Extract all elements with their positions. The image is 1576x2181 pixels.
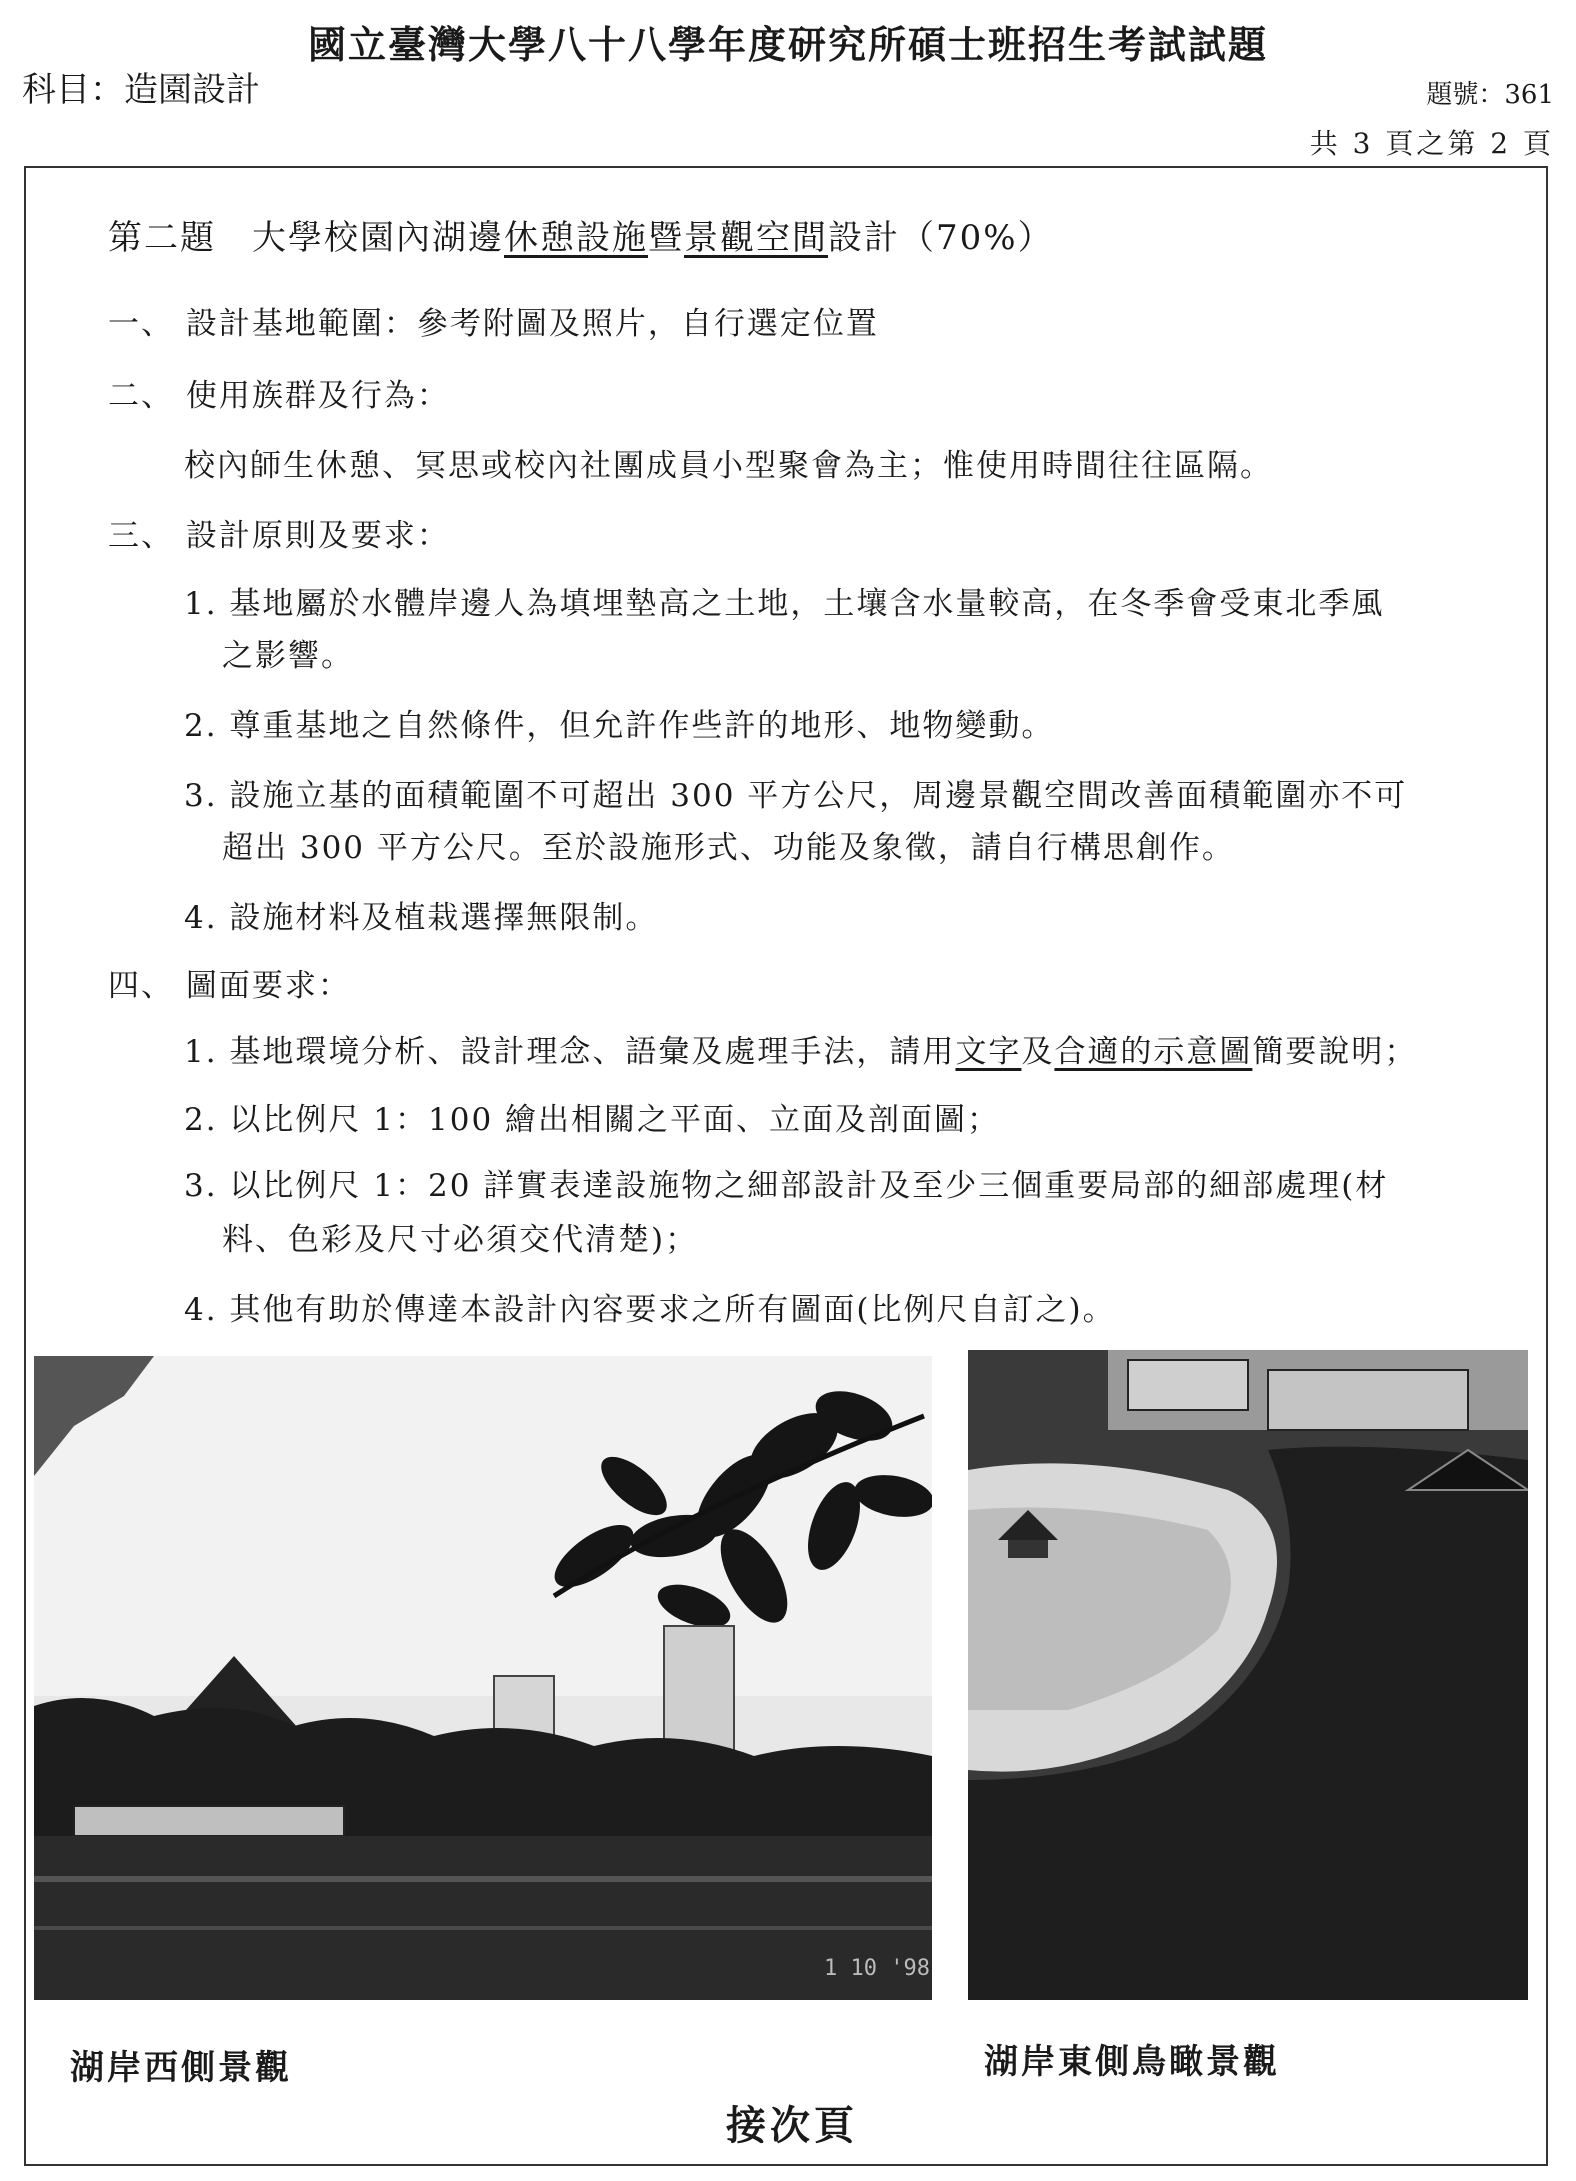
next-page-note: 接次頁 (726, 2102, 858, 2149)
section-3-item-4: 4. 設施材料及植栽選擇無限制。 (184, 900, 659, 936)
section-2-body: 校內師生休憩、冥思或校內社團成員小型聚會為主；惟使用時間往往區隔。 (184, 448, 1273, 484)
section-4-item-1-underline-1: 文字 (955, 1034, 1022, 1070)
question-title (108, 210, 1054, 259)
question-title-prefix: 第二題 大學校園內湖邊 (108, 218, 504, 258)
section-4-item-1-post: 簡要說明； (1252, 1034, 1418, 1070)
question-number: 題號：361 (1426, 80, 1554, 110)
west-lake-photo-image (34, 1356, 932, 2000)
section-1-heading: 一、 設計基地範圍：參考附圖及照片，自行選定位置 (108, 306, 879, 342)
question-title-mid: 暨 (648, 218, 684, 258)
section-2-heading: 二、 使用族群及行為： (108, 378, 450, 414)
section-4-item-1 (184, 1026, 1417, 1071)
section-4-item-2: 2. 以比例尺 1：100 繪出相關之平面、立面及剖面圖； (184, 1102, 1001, 1138)
east-lake-photo-image (968, 1350, 1528, 2000)
section-4-item-1-mid: 及 (1021, 1034, 1055, 1070)
section-4-item-3b: 料、色彩及尺寸必須交代清楚)； (222, 1222, 699, 1258)
section-4-heading: 四、 圖面要求： (108, 968, 351, 1004)
section-3-heading: 三、 設計原則及要求： (108, 518, 450, 554)
subject-label: 科目：造園設計 (22, 70, 260, 110)
section-3-item-3b: 超出 300 平方公尺。至於設施形式、功能及象徵，請自行構思創作。 (222, 830, 1235, 866)
section-4-item-3a: 3. 以比例尺 1：20 詳實表達設施物之細部設計及至少三個重要局部的細部處理(材 (184, 1168, 1389, 1204)
west-lake-photo (34, 1356, 932, 2000)
page-info: 共 3 頁之第 2 頁 (1309, 127, 1554, 160)
section-4-item-1-pre: 1. 基地環境分析、設計理念、語彙及處理手法，請用 (184, 1034, 956, 1070)
section-4-item-4: 4. 其他有助於傳達本設計內容要求之所有圖面(比例尺自訂之)。 (184, 1292, 1116, 1328)
section-3-item-2: 2. 尊重基地之自然條件，但允許作些許的地形、地物變動。 (184, 708, 1055, 744)
west-photo-caption: 湖岸西側景觀 (70, 2048, 292, 2088)
section-3-item-3a: 3. 設施立基的面積範圍不可超出 300 平方公尺，周邊景觀空間改善面積範圍亦不可 (184, 778, 1408, 814)
east-lake-photo (968, 1350, 1528, 2000)
exam-title: 國立臺灣大學八十八學年度研究所碩士班招生考試試題 (307, 22, 1268, 67)
question-title-suffix: 設計（70%） (828, 218, 1054, 258)
section-3-item-1a: 1. 基地屬於水體岸邊人為填埋墊高之土地，土壤含水量較高，在冬季會受東北季風 (184, 586, 1385, 622)
west-photo-date-stamp: 1 10 '98 (824, 1956, 930, 1981)
section-3-item-1b: 之影響。 (222, 638, 354, 674)
question-title-underline-1: 休憩設施 (504, 218, 648, 258)
section-4-item-1-underline-2: 合適的示意圖 (1054, 1034, 1253, 1070)
east-photo-caption: 湖岸東側鳥瞰景觀 (984, 2042, 1280, 2082)
question-title-underline-2: 景觀空間 (684, 218, 828, 258)
